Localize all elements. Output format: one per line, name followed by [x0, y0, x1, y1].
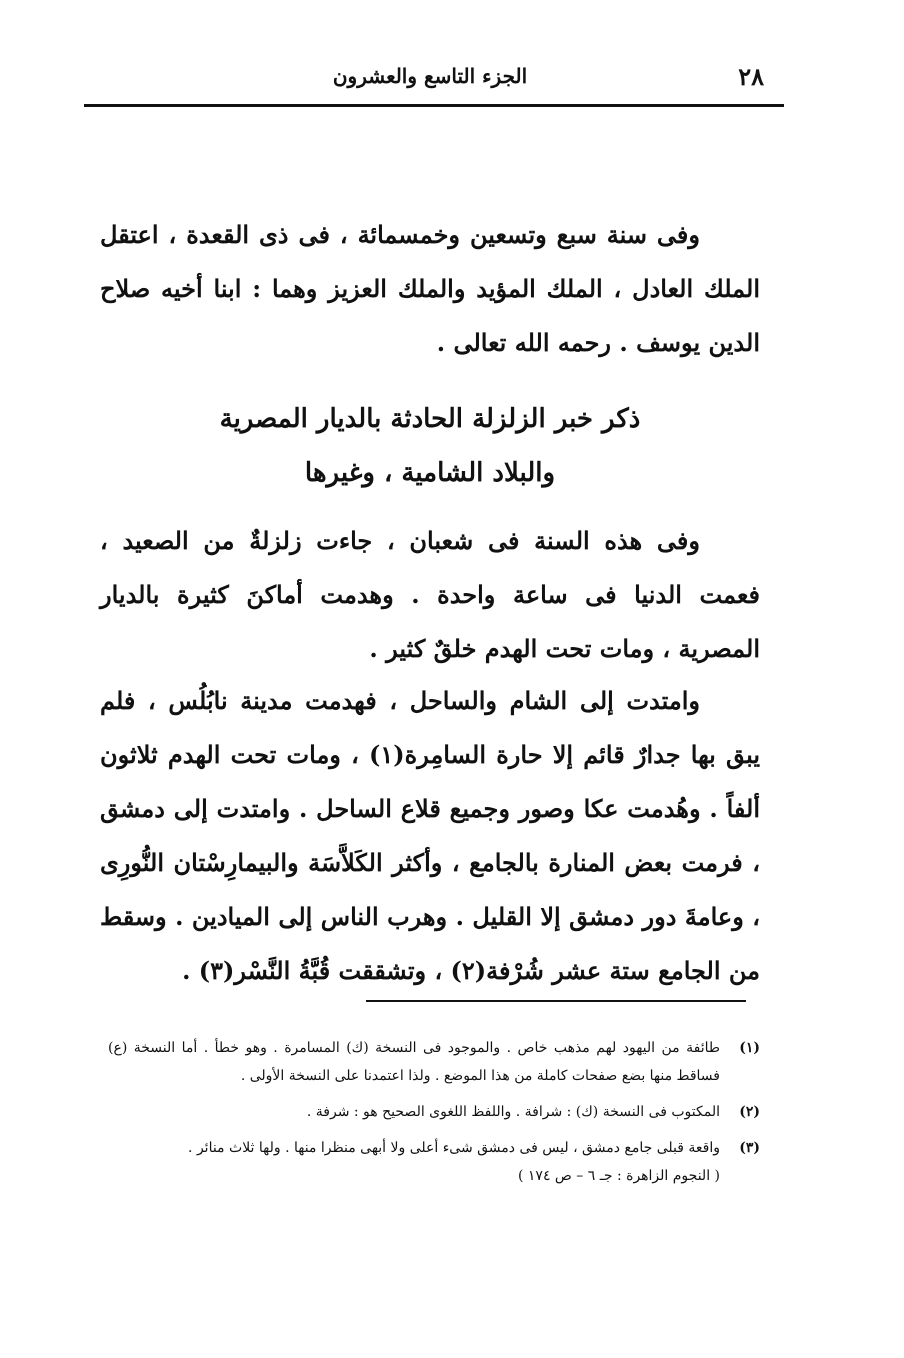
page-number: ٢٨	[738, 62, 764, 91]
footnote-text: المكتوب فى النسخة (ك) : شرافة . واللفظ اللغوى الصحيح هو : شرفة .	[306, 1104, 720, 1120]
page-header	[96, 58, 764, 98]
paragraph-text: وفى هذه السنة فى شعبان ، جاءت زلزلةٌ من الصعيد ، فعمت الدنيا فى ساعة واحدة . وهدمت أماكنَ كثيرة بالديار المصرية ، ومات تحت الهدم خلقٌ كثير .	[100, 526, 760, 663]
footnote-2	[108, 1098, 760, 1126]
paragraph-3	[100, 674, 760, 998]
paragraph-2	[100, 514, 760, 676]
section-title-line-1: ذكر خبر الزلزلة الحادثة بالديار المصرية	[219, 404, 641, 434]
footnote-number: (٣)	[739, 1140, 760, 1156]
section-title-line-2: والبلاد الشامية ، وغيرها	[304, 458, 556, 488]
footnote-text-body: واقعة قبلى جامع دمشق ، ليس فى دمشق شىء أعلى ولا أبهى منظرا منها . ولها ثلاث منائر .	[188, 1140, 720, 1156]
footnote-source: ( النجوم الزاهرة : جـ ٦ – ص ١٧٤ )	[517, 1168, 720, 1184]
header-rule	[84, 104, 784, 107]
footnote-text: طائفة من اليهود لهم مذهب خاص . والموجود فى النسخة (ك) المسامرة . وهو خطأ . أما النسخة (ع) فساقط منها بضع صفحات كاملة من هذا الموضع . ولذا اعتمدنا على النسخة الأولى .	[108, 1040, 720, 1084]
footnote-1	[108, 1034, 760, 1090]
footnote-number: (١)	[739, 1040, 760, 1056]
footnote-3	[108, 1134, 760, 1190]
running-title: الجزء التاسع والعشرون	[332, 64, 528, 88]
paragraph-1	[100, 208, 760, 370]
paragraph-text: وامتدت إلى الشام والساحل ، فهدمت مدينة نابُلُس ، فلم يبق بها جدارٌ قائم إلا حارة السامِرة(١) ، ومات تحت الهدم ثلاثون ألفاً . وهُدمت عكا وصور وجميع قلاع الساحل . وامتدت إلى دمشق ، فرمت بعض المنارة بالجامع ، وأكثر الكَلاَّسَة والبيمارِسْتان النُّورِى ، وعامةَ دور دمشق إلا القليل . وهرب الناس إلى الميادين . وسقط من الجامع ستة عشر شُرْفة(٢) ، وتشققت قُبَّةُ النَّسْر(٣) .	[100, 686, 760, 985]
footnote-number: (٢)	[739, 1104, 760, 1120]
footnote-text	[108, 1134, 720, 1190]
footnotes	[108, 1034, 760, 1198]
paragraph-text: وفى سنة سبع وتسعين وخمسمائة ، فى ذى القعدة ، اعتقل الملك العادل ، الملك المؤيد والملك العزيز وهما : ابنا أخيه صلاح الدين يوسف . رحمه الله تعالى .	[100, 220, 761, 357]
footnote-rule	[366, 1000, 746, 1002]
